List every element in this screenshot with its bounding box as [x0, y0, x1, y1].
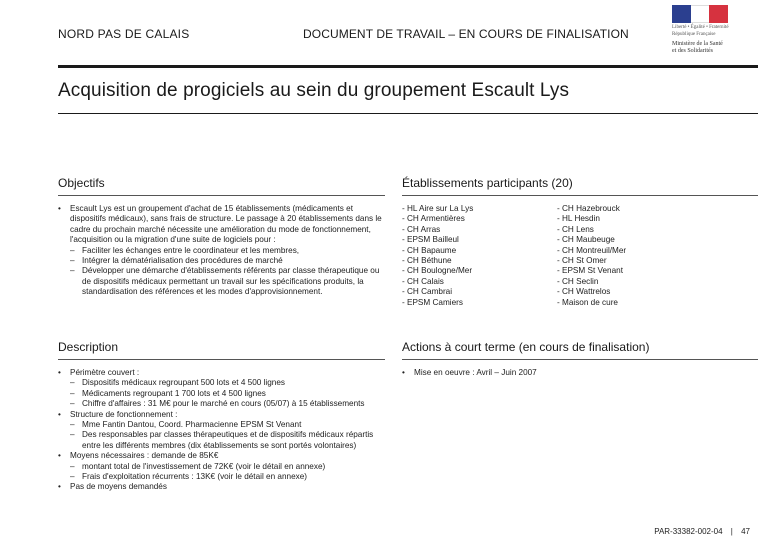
- list-item: - CH Béthune: [402, 256, 452, 266]
- list-item: - EPSM Bailleul: [402, 235, 459, 245]
- description-sub: – Des responsables par classes thérapeutiques et de dispositifs médicaux répartis entre les différents membres (dix établissements se sont portés volontaires): [58, 430, 386, 451]
- actions-rule: [402, 359, 758, 360]
- list-item: - CH Boulogne/Mer: [402, 266, 473, 276]
- list-item: - CH Montreuil/Mer: [557, 245, 627, 255]
- etablissements-heading: Établissements participants (20): [402, 176, 573, 190]
- list-item: - HL Hesdin: [557, 214, 600, 224]
- logo-ministry-line2: et des Solidarités: [672, 47, 713, 54]
- description-item-3: • Moyens nécessaires : demande de 85K€: [58, 451, 386, 461]
- logo-motto: Liberté • Égalité • Fraternité: [672, 25, 729, 30]
- page-title: Acquisition de progiciels au sein du groupement Escault Lys: [58, 80, 570, 101]
- list-item: - CH Bapaume: [402, 245, 457, 255]
- flag-icon: [672, 5, 728, 23]
- list-item: - CH Seclin: [557, 276, 599, 286]
- etablissements-col-1: [402, 204, 473, 308]
- region-label: NORD PAS DE CALAIS: [58, 27, 190, 41]
- description-item-2: • Structure de fonctionnement :: [58, 410, 386, 420]
- list-item: - CH Hazebrouck: [557, 204, 620, 213]
- list-item: - CH Lens: [557, 224, 594, 234]
- objectifs-sub-2: – Intégrer la dématérialisation des procédures de marché: [58, 256, 386, 266]
- logo-republic: République Française: [672, 31, 716, 37]
- footer-separator: |: [730, 527, 733, 536]
- objectifs-bullet: • Escault Lys est un groupement d'achat de 15 établissements (médicaments et dispositifs médicaux), sans frais de structure. Le passage à 20 établissements dans le cadre du prochain marché nécessite une amélioration du mode de fonctionnement, l'acquisition ou la migration d'une suite de logiciels pour :: [58, 204, 386, 246]
- etablissements-col-2: [557, 204, 626, 308]
- description-sub: – Dispositifs médicaux regroupant 500 lots et 4 500 lignes: [58, 378, 386, 388]
- description-sub: – montant total de l'investissement de 72K€ (voir le détail en annexe): [58, 462, 386, 472]
- description-sub: – Frais d'exploitation récurrents : 13K€ (voir le détail en annexe): [58, 472, 386, 482]
- list-item: - CH Maubeuge: [557, 235, 615, 245]
- document-reference: PAR-33382-002-04: [654, 527, 723, 536]
- ministry-logo: [670, 5, 730, 57]
- description-item-4: • Pas de moyens demandés: [58, 482, 386, 492]
- list-item: - EPSM St Venant: [557, 266, 623, 276]
- description-body: [58, 368, 386, 493]
- list-item: - CH Arras: [402, 224, 441, 234]
- list-item: - CH Wattrelos: [557, 287, 611, 297]
- description-sub: – Médicaments regroupant 1 700 lots et 4 500 lignes: [58, 389, 386, 399]
- list-item: - Maison de cure: [557, 297, 618, 307]
- header-rule: [58, 65, 758, 68]
- objectifs-heading: Objectifs: [58, 176, 105, 190]
- etablissements-rule: [402, 195, 758, 196]
- list-item: - CH Calais: [402, 276, 444, 286]
- list-item: - HL Aire sur La Lys: [402, 204, 474, 213]
- objectifs-body: [58, 204, 386, 298]
- objectifs-sub-3: – Développer une démarche d'établissements référents par classe thérapeutique ou de dispositifs médicaux permettant un travail sur les spécifications produits, la standardisation des références et les modes d'approvisionnement.: [58, 266, 386, 297]
- actions-heading: Actions à court terme (en cours de finalisation): [402, 340, 650, 354]
- actions-body: [402, 368, 758, 378]
- objectifs-sub-1: – Faciliter les échanges entre le coordinateur et les membres,: [58, 246, 386, 256]
- description-heading: Description: [58, 340, 119, 354]
- description-item-1: • Périmètre couvert :: [58, 368, 386, 378]
- actions-bullet: • Mise en oeuvre : Avril – Juin 2007: [402, 368, 758, 378]
- description-rule: [58, 359, 385, 360]
- list-item: - EPSM Camiers: [402, 297, 463, 307]
- page-footer: [654, 527, 750, 536]
- list-item: - CH St Omer: [557, 256, 607, 266]
- description-sub: – Chiffre d'affaires : 31 M€ pour le marché en cours (05/07) à 15 établissements: [58, 399, 386, 409]
- description-sub: – Mme Fantin Dantou, Coord. Pharmacienne EPSM St Venant: [58, 420, 386, 430]
- logo-ministry-line1: Ministère de la Santé: [672, 41, 723, 47]
- objectifs-rule: [58, 195, 385, 196]
- list-item: - CH Armentières: [402, 214, 465, 224]
- list-item: - CH Cambrai: [402, 287, 453, 297]
- document-status: DOCUMENT DE TRAVAIL – EN COURS DE FINALISATION: [303, 27, 629, 41]
- page-number: 47: [741, 527, 750, 536]
- title-rule: [58, 113, 758, 114]
